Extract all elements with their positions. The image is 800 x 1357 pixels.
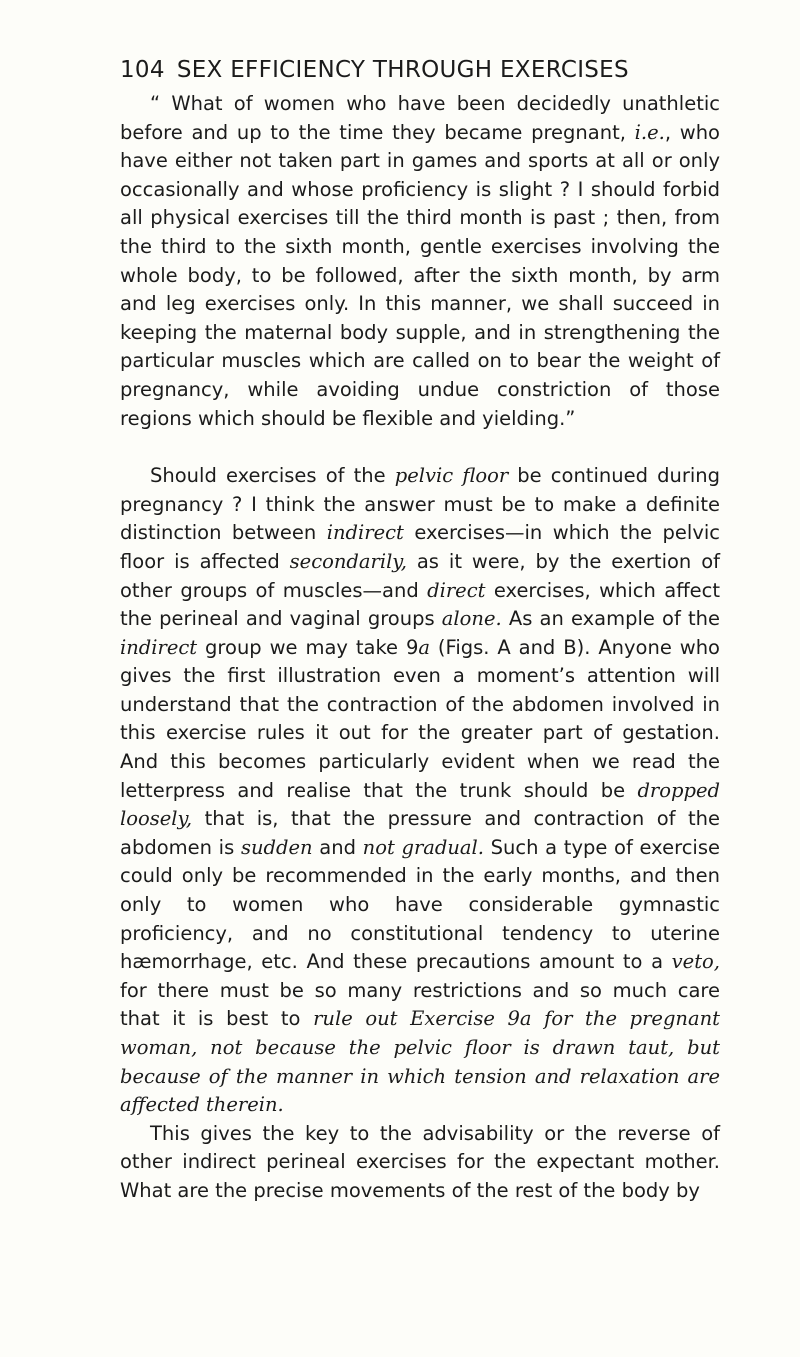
italic-run: a bbox=[418, 635, 430, 659]
running-head bbox=[120, 50, 720, 90]
italic-run: rule out Exercise 9a for the pregnant woman, not because the pelvic floor is drawn taut, but because of the manner in which tension and relaxation are affected therein. bbox=[120, 1007, 721, 1117]
text-run: exercises—in which the pelvic floor is affected bbox=[120, 521, 721, 573]
italic-run: direct bbox=[427, 578, 486, 602]
page-number: 104 bbox=[120, 57, 165, 83]
text-run: and bbox=[312, 835, 363, 859]
italic-run: indirect bbox=[326, 521, 404, 545]
text-run: as it were, by the exertion of other groups of muscles—and bbox=[120, 549, 720, 602]
text-run: be continued during pregnancy ? I think the answer must be to make a definite distinction between bbox=[120, 464, 720, 545]
paragraph-pelvic-floor bbox=[120, 462, 720, 1120]
text-run: Such a type of exercise could only be recommended in the early months, and then only to women who have considerable gymnastic proficiency, and no constitutional tendency to uterine hæmorrhage, etc. And these precautions amount to a bbox=[120, 835, 721, 974]
italic-run: not gradual. bbox=[362, 835, 484, 859]
italic-run: i.e. bbox=[634, 120, 665, 144]
text-run: group we may take 9 bbox=[197, 635, 419, 659]
italic-run: alone. bbox=[441, 607, 502, 631]
italic-run: indirect bbox=[120, 635, 198, 659]
text-run: As an example of the bbox=[501, 607, 720, 631]
text-run: (Figs. A and B). Anyone who gives the first illustration even a moment’s attention will understand that the contraction of the abdomen involved in this exercise rules it out for the greater part of gestation. And this becomes particularly evident when we read the letterpress and realise that the trunk should be bbox=[120, 635, 720, 802]
text-run: Should exercises of the bbox=[150, 464, 395, 488]
text-run: that is, that the pressure and contraction of the abdomen is bbox=[120, 807, 720, 859]
text-run: , who have either not taken part in games and sports at all or only occasionally and whose proficiency is slight ? I should forbid all physical exercises till the third month is past ; then, from the third to the sixth month, gentle exercises involving the whole body, to be followed, after the sixth month, by arm and leg exercises only. In this manner, we shall succeed in keeping the maternal body supple, and in strengthening the particular muscles which are called on to bear the weight of pregnancy, while avoiding undue constriction of those regions which should be flexible and yielding.” bbox=[120, 120, 720, 430]
paragraph-key bbox=[120, 1120, 720, 1206]
italic-run: sudden bbox=[240, 835, 313, 859]
paragraph-quotation bbox=[120, 90, 720, 433]
italic-run: pelvic floor bbox=[394, 464, 509, 488]
italic-run: secondarily, bbox=[289, 549, 407, 573]
text-run: “ What of women who have been decidedly unathletic before and up to the time they became pregnant, bbox=[120, 92, 720, 144]
italic-run: veto, bbox=[671, 950, 720, 974]
text-run: for there must be so many restrictions and so much care that it is best to bbox=[120, 978, 720, 1031]
text-run: exercises, which affect the perineal and vaginal groups bbox=[120, 578, 721, 631]
italic-run: dropped loosely, bbox=[120, 778, 720, 831]
running-title: SEX EFFICIENCY THROUGH EXERCISES bbox=[176, 57, 629, 83]
text-run: This gives the key to the advisability or the reverse of other indirect perineal exercises for the expectant mother. What are the precise movements of the rest of the body by bbox=[120, 1121, 720, 1202]
